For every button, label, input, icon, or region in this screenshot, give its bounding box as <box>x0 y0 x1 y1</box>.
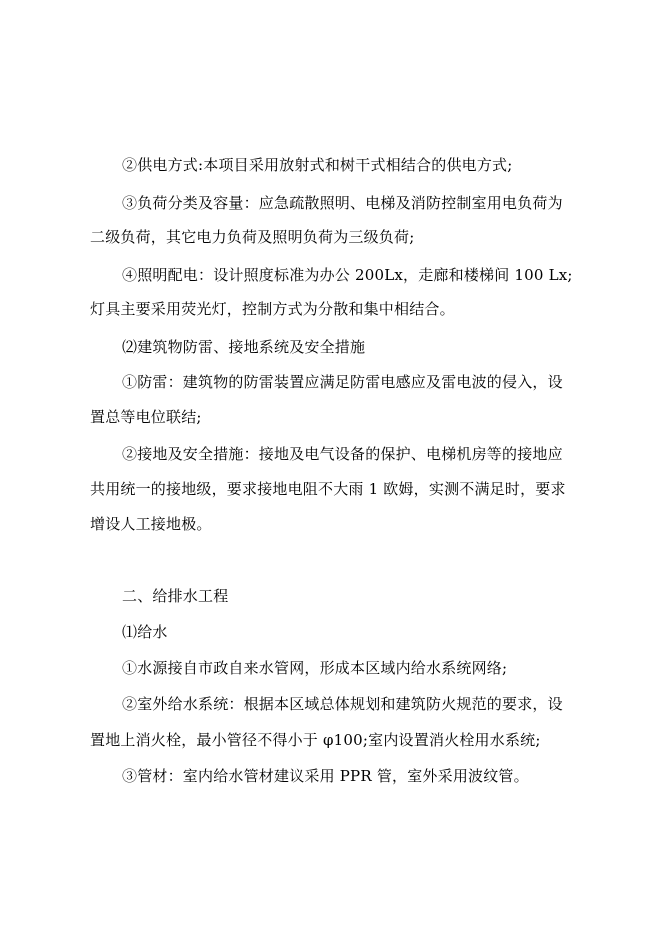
load-classification-line-1: ③负荷分类及容量：应急疏散照明、电梯及消防控制室用电负荷为 <box>122 194 563 212</box>
section-lightning-grounding-heading: ⑵建筑物防雷、接地系统及安全措施 <box>122 338 366 356</box>
lightning-protection-line-1: ①防雷：建筑物的防雷装置应满足防雷电感应及雷电波的侵入，设 <box>122 373 563 391</box>
grounding-safety-line-3: 增设人工接地极。 <box>90 515 212 533</box>
water-supply-drainage-heading: 二、给排水工程 <box>122 587 229 605</box>
load-classification-line-2: 二级负荷，其它电力负荷及照明负荷为三级负荷; <box>90 228 415 246</box>
grounding-safety-line-1: ②接地及安全措施：接地及电气设备的保护、电梯机房等的接地应 <box>122 445 563 463</box>
outdoor-water-system-line-2: 置地上消火栓，最小管径不得小于 φ100;室内设置消火栓用水系统; <box>90 731 541 749</box>
outdoor-water-system-line-1: ②室外给水系统：根据本区域总体规划和建筑防火规范的要求，设 <box>122 695 563 713</box>
lightning-protection-line-2: 置总等电位联结; <box>90 408 202 426</box>
pipe-material-line: ③管材：室内给水管材建议采用 PPR 管，室外采用波纹管。 <box>122 767 529 785</box>
water-supply-subheading: ⑴给水 <box>122 623 168 641</box>
lighting-distribution-line-2: 灯具主要采用荧光灯，控制方式为分散和集中相结合。 <box>90 300 455 318</box>
power-supply-mode-line: ②供电方式:本项目采用放射式和树干式相结合的供电方式; <box>122 156 513 174</box>
grounding-safety-line-2: 共用统一的接地级，要求接地电阻不大雨 1 欧姆，实测不满足时，要求 <box>90 480 566 498</box>
water-source-line: ①水源接自市政自来水管网，形成本区域内给水系统网络; <box>122 659 508 677</box>
lighting-distribution-line-1: ④照明配电：设计照度标准为办公 200Lx，走廊和楼梯间 100 Lx; <box>122 266 573 284</box>
